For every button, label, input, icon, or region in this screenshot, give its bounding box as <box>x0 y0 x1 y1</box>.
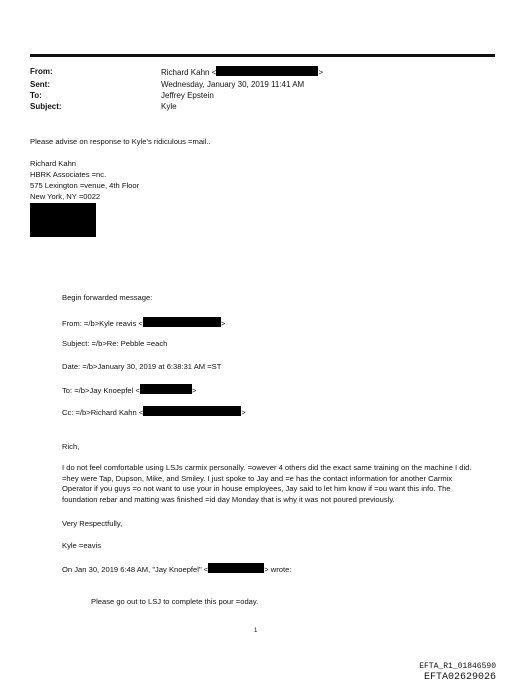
forwarded-subject: Subject: =/b>Re: Pebble =each <box>62 339 168 348</box>
sent-value: Wednesday, January 30, 2019 11:41 AM <box>161 80 305 89</box>
signature-line: 575 Lexington =venue, 4th Floor <box>30 181 140 190</box>
forwarded-to <box>62 384 196 396</box>
forwarded-cc-suffix: > <box>241 408 246 417</box>
to-label: To: <box>30 91 42 100</box>
opening-line: Please advise on response to Kyle's ridiculous =mail.. <box>30 137 211 146</box>
forwarded-to-suffix: > <box>191 386 197 395</box>
sent-label: Sent: <box>30 80 50 89</box>
footer-id-large: EFTA02629026 <box>423 672 496 683</box>
subject-value: Kyle <box>161 102 177 111</box>
header-rule <box>30 54 495 57</box>
redaction-block <box>143 317 221 327</box>
redaction-block <box>216 66 318 76</box>
quote-header <box>62 563 291 575</box>
forwarded-from-suffix: > <box>220 319 226 328</box>
forwarded-cc <box>62 406 246 418</box>
closing: Very Respectfully, <box>62 519 123 528</box>
from-label: From: <box>30 67 53 76</box>
subject-label: Subject: <box>30 102 62 111</box>
signature-line: Richard Kahn <box>30 159 77 168</box>
redaction-block <box>143 406 241 416</box>
signature-line: New York, NY =0022 <box>30 192 101 201</box>
footer-id-small: EFTA_R1_01846590 <box>419 662 496 671</box>
from-value-suffix: > <box>318 68 324 77</box>
quote-header-text: On Jan 30, 2019 6:48 AM, "Jay Knoepfel" < <box>62 565 209 574</box>
to-value: Jeffrey Epstein <box>161 91 214 100</box>
from-value <box>161 66 323 78</box>
forwarded-begin: Begin forwarded message: <box>62 293 153 302</box>
signature-line: HBRK Associates =nc. <box>30 170 107 179</box>
redaction-block <box>30 203 96 237</box>
quote-header-suffix: > wrote: <box>264 565 292 574</box>
sender-name: Kyle =eavis <box>62 541 102 550</box>
from-value-text: Richard Kahn < <box>161 68 217 77</box>
message-paragraph: I do not feel comfortable using LSJs carmix personally. =owever 4 others did the exact same training on the machine I did. =hey were Tap, Dupson, Mike, and Smiley. I just spoke to Jay and =e has the contact information for another Carmix Operator if you guys =o not want to use your in house employees, Jay said to let him know if =ou want this info. The foundation rebar and matting was finished =id day Monday that is why it was not poured previously. <box>62 463 472 504</box>
forwarded-to-text: To: =/b>Jay Knoepfel < <box>62 386 140 395</box>
forwarded-from <box>62 317 225 329</box>
redaction-block <box>140 384 192 394</box>
quoted-text: Please go out to LSJ to complete this pour =oday. <box>91 597 259 606</box>
forwarded-cc-text: Cc: =/b>Richard Kahn < <box>62 408 144 417</box>
redaction-block <box>208 563 264 573</box>
forwarded-from-text: From: =/b>Kyle reavis < <box>62 319 143 328</box>
salutation: Rich, <box>62 442 80 451</box>
page-number: 1 <box>254 628 258 634</box>
forwarded-date: Date: =/b>January 30, 2019 at 6:38:31 AM =ST <box>62 362 222 371</box>
